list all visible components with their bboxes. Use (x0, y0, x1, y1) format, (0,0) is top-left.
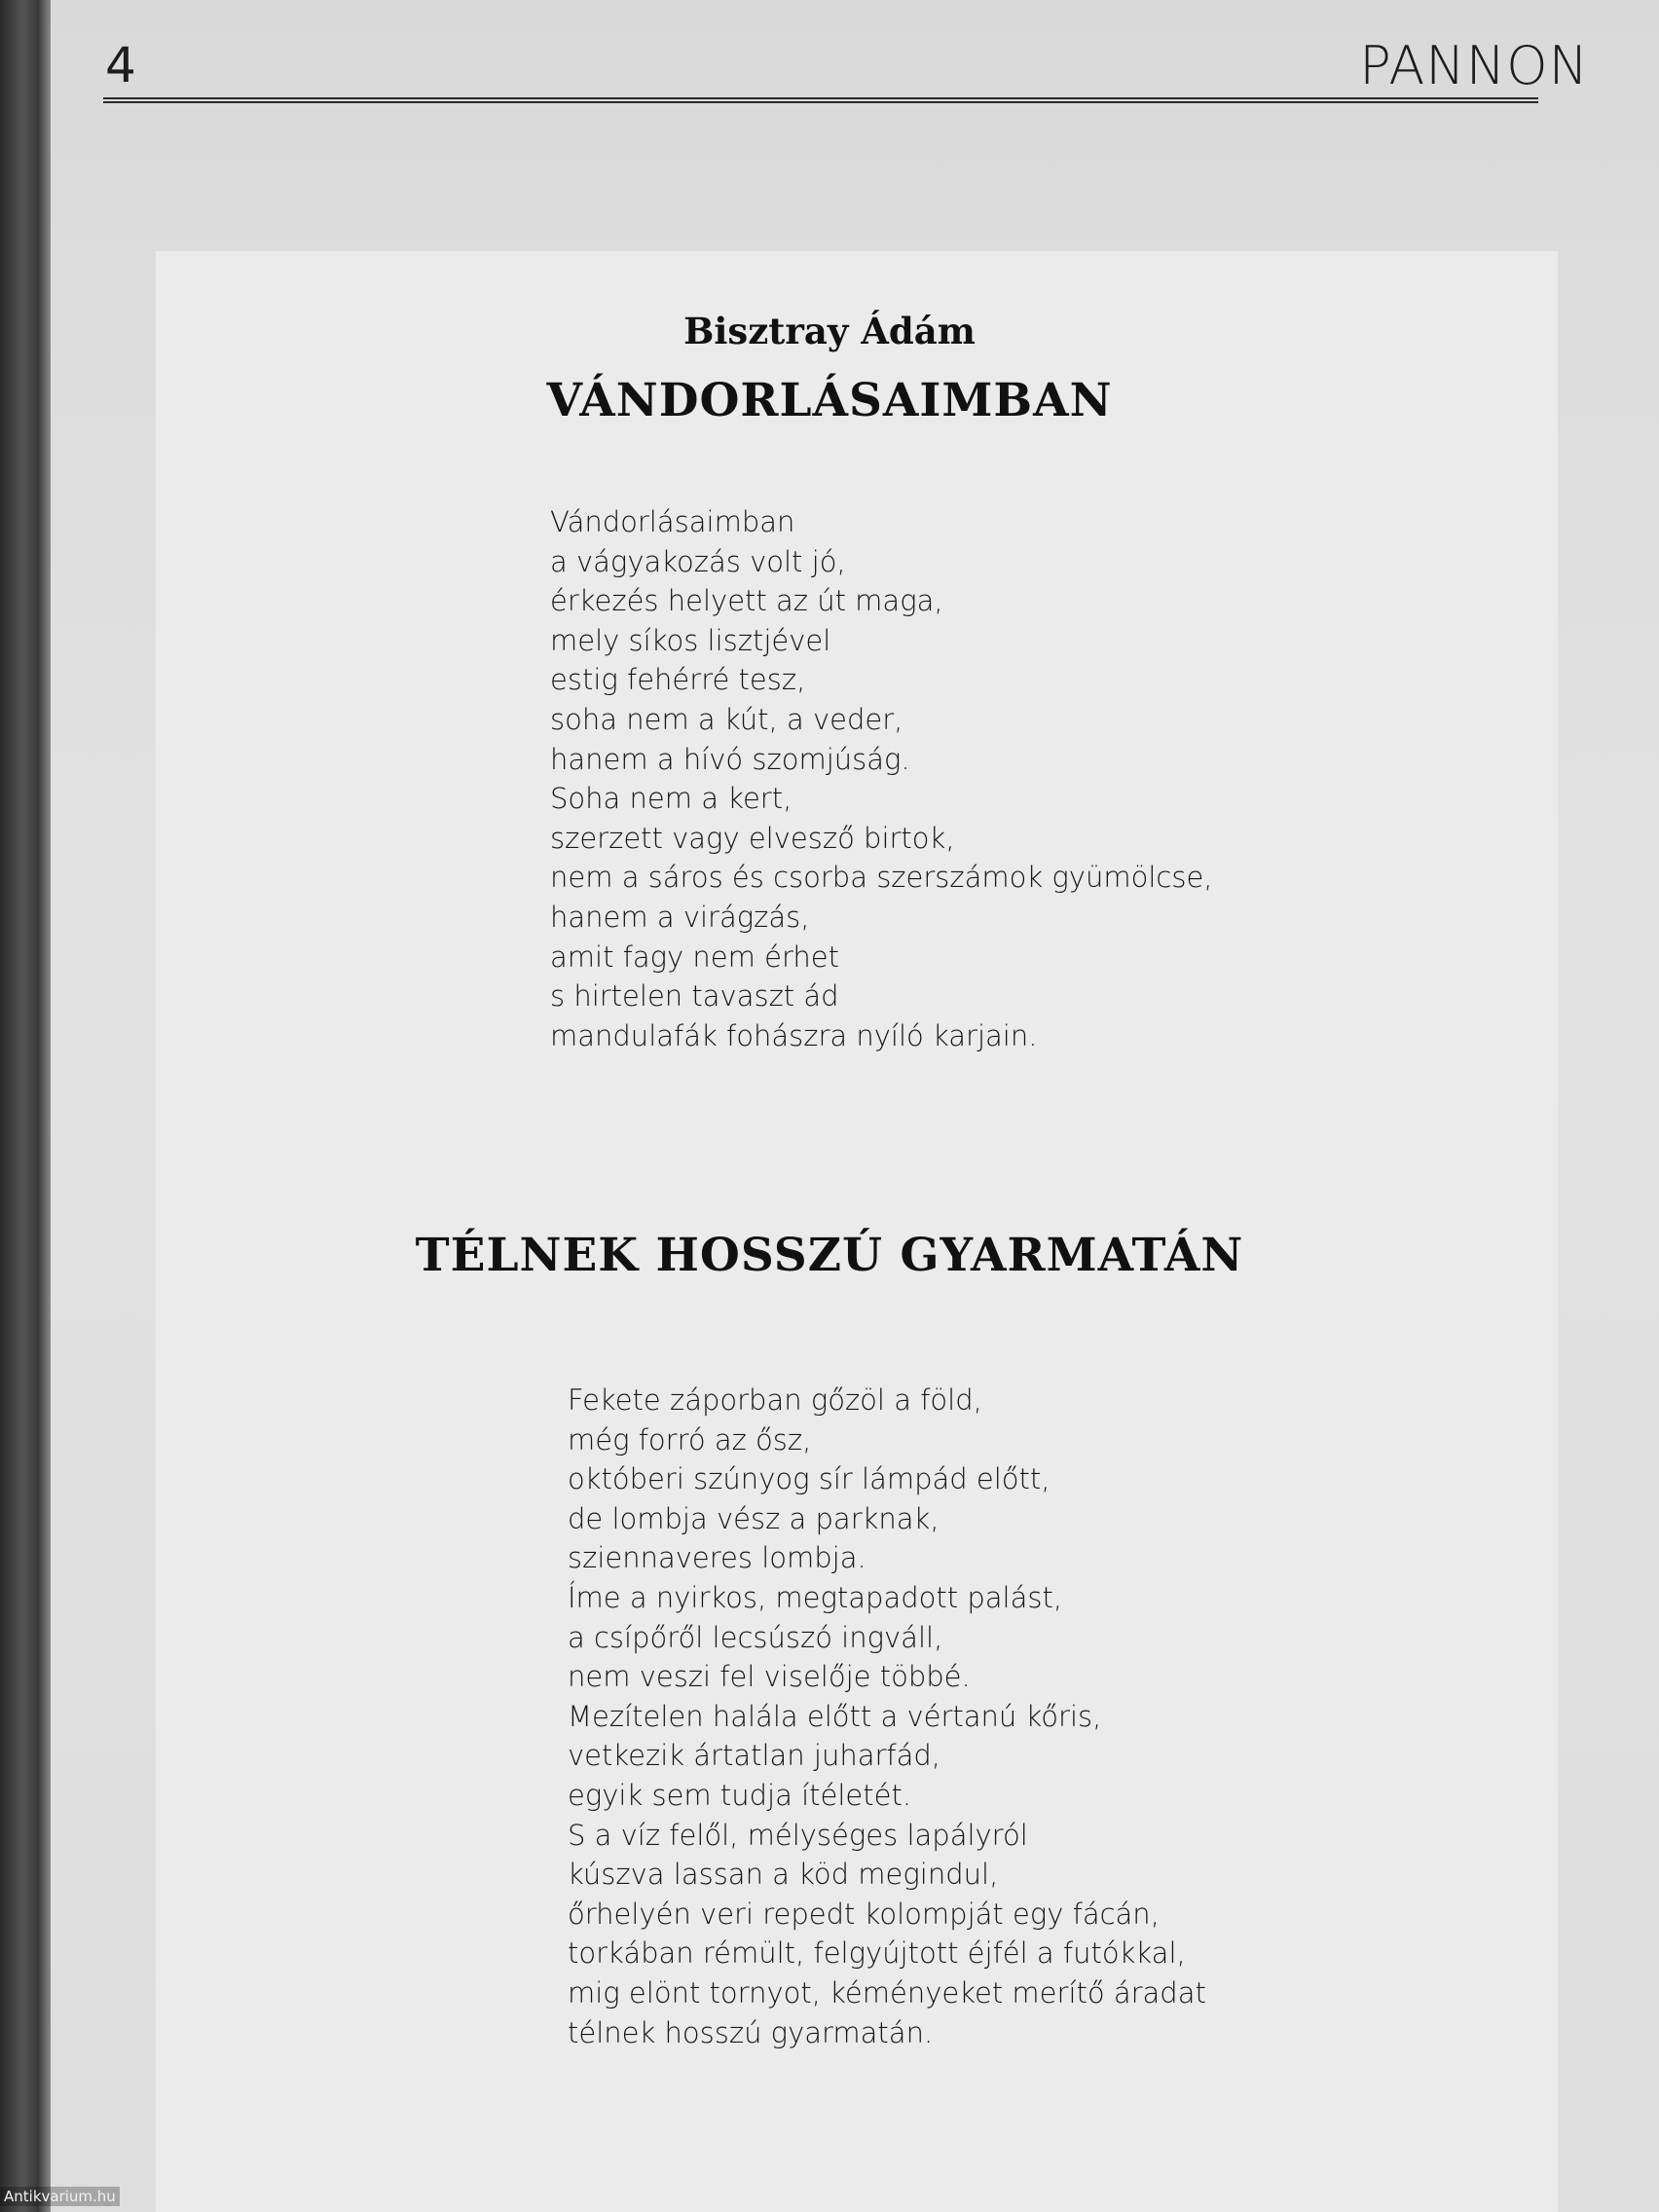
author-name: Bisztray Ádám (683, 310, 976, 352)
poem-line: Mezítelen halála előtt a vértanú kőris, (568, 1699, 1102, 1733)
poem-line: őrhelyén veri repedt kolompját egy fácán, (568, 1897, 1160, 1931)
poem-line: mig elönt tornyot, kéményeket merítő áradat (568, 1975, 1206, 2009)
poem-body-vandorlasaimban (550, 502, 1213, 1055)
poem-line: a vágyakozás volt jó, (550, 544, 846, 578)
poem-line: Soha nem a kert, (550, 782, 793, 816)
poem-line: S a víz felől, mélységes lapályról (568, 1818, 1028, 1852)
poem-line: mely síkos lisztjével (550, 623, 831, 657)
poem-title-vandorlasaimban: VÁNDORLÁSAIMBAN (546, 374, 1113, 427)
poem-line: szerzett vagy elvesző birtok, (550, 821, 955, 855)
poem-title-telnek-hosszu-gyarmatan: TÉLNEK HOSSZÚ GYARMATÁN (415, 1229, 1244, 1282)
poem-line: Íme a nyirkos, megtapadott palást, (568, 1580, 1063, 1614)
poem-line: nem veszi fel viselője többé. (568, 1660, 971, 1694)
poem-line: egyik sem tudja ítéletét. (568, 1778, 912, 1812)
poem-line: hanem a virágzás, (550, 900, 810, 934)
poem-line: érkezés helyett az út maga, (550, 584, 943, 618)
poem-line: Fekete záporban gőzöl a föld, (568, 1383, 982, 1417)
poem-line: sziennaveres lombja. (568, 1541, 866, 1575)
poem-body-telnek-hosszu-gyarmatan (568, 1381, 1206, 2052)
poem-line: kúszva lassan a köd megindul, (568, 1858, 999, 1892)
poem-line: soha nem a kút, a veder, (550, 702, 903, 736)
poem-line: torkában rémült, felgyújtott éjfél a futókkal, (568, 1936, 1186, 1971)
watermark: Antikvarium.hu (0, 2187, 120, 2206)
poem-line: októberi szúnyog sír lámpád előtt, (568, 1462, 1051, 1496)
poem-line: még forró az ősz, (568, 1422, 812, 1456)
journal-title: PANNON (1359, 35, 1589, 96)
poem-line: télnek hosszú gyarmatán. (568, 2015, 934, 2049)
poem-line: s hirtelen tavaszt ád (550, 979, 839, 1014)
poem-line: vetkezik ártatlan juharfád, (568, 1739, 941, 1773)
poem-line: Vándorlásaimban (550, 505, 795, 538)
page-number: 4 (105, 37, 136, 93)
poem-line: estig fehérré tesz, (550, 663, 806, 697)
poem-line: de lombja vész a parknak, (568, 1501, 940, 1535)
poem-line: a csípőről lecsúszó ingváll, (568, 1620, 943, 1654)
poem-line: amit fagy nem érhet (550, 940, 839, 974)
poem-line: mandulafák fohászra nyíló karjain. (550, 1018, 1038, 1052)
poem-line: hanem a hívó szomjúság. (550, 742, 910, 776)
poem-line: nem a sáros és csorba szerszámok gyümölcse, (550, 861, 1213, 895)
header-rule (103, 97, 1538, 103)
